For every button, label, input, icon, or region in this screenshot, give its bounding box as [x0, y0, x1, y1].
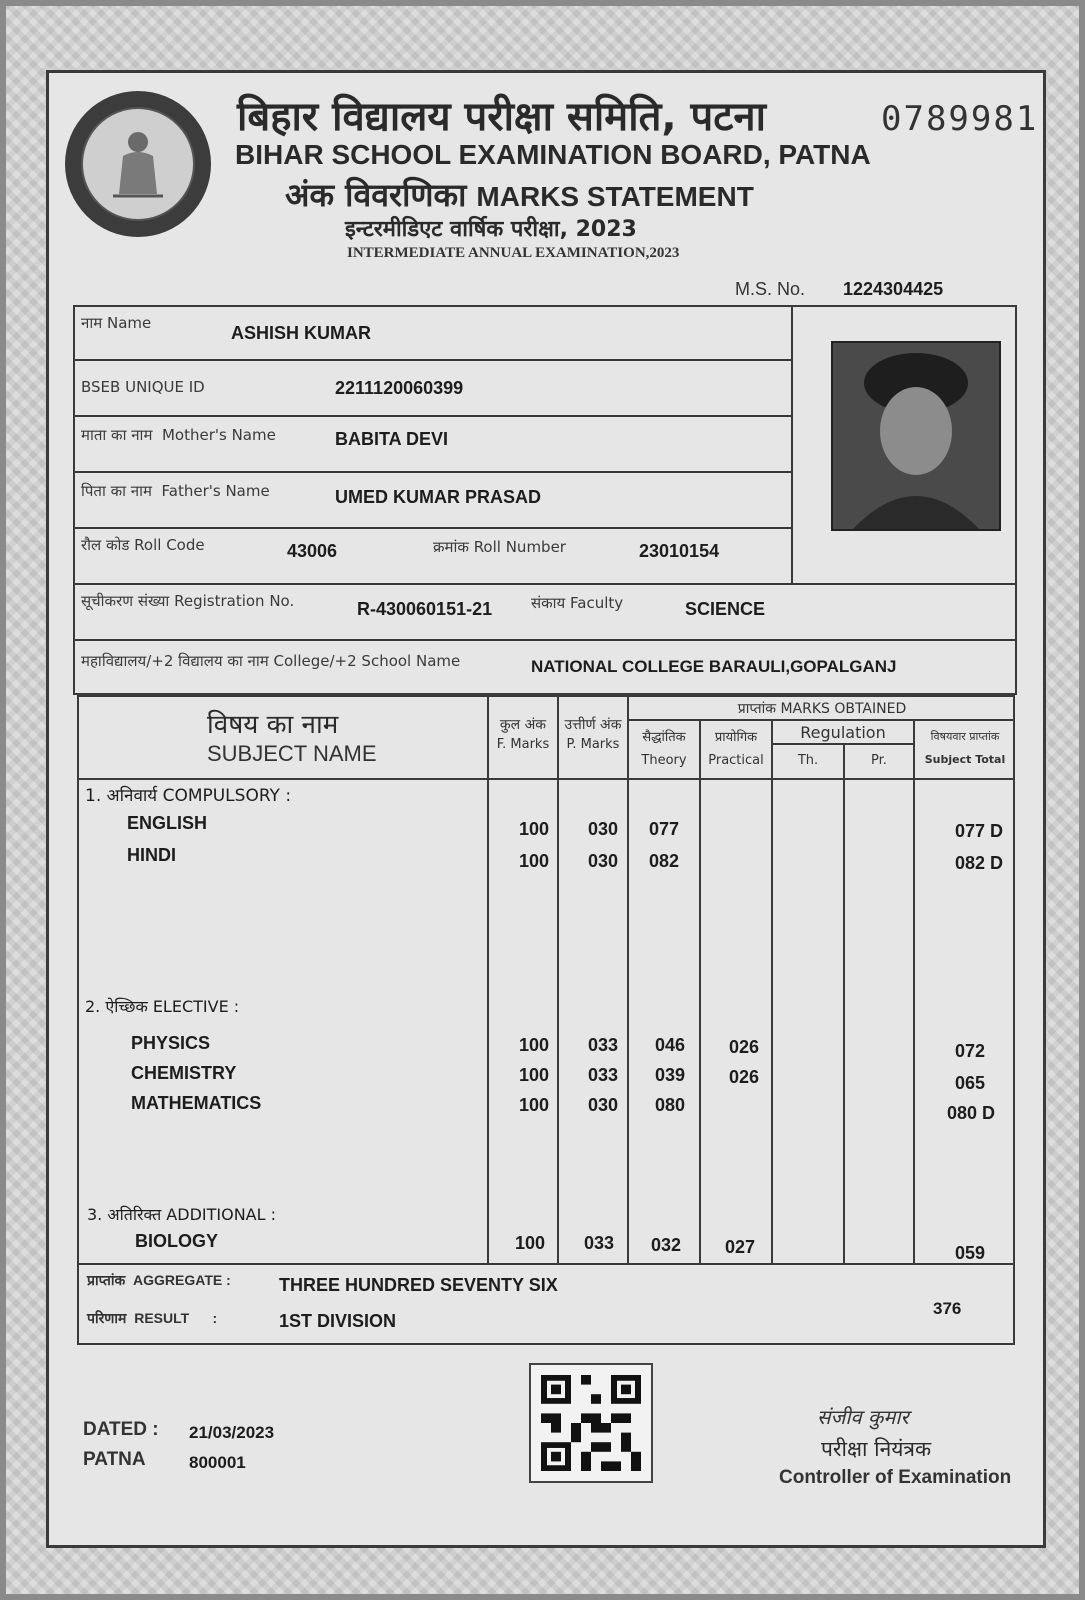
pass-marks: 033	[587, 1035, 619, 1055]
father-label: Father's Name	[161, 482, 270, 500]
subject-total: 077 D	[954, 821, 1003, 841]
fmarks-header-hindi: कुल अंक	[499, 717, 547, 733]
full-marks: 100	[518, 819, 550, 839]
pmarks-header: P. Marks	[566, 737, 620, 752]
issue-date: 21/03/2023	[189, 1423, 275, 1442]
dated-label: DATED :	[83, 1419, 159, 1440]
roll-number-label: Roll Number	[473, 538, 566, 556]
subject-total: 059	[954, 1243, 985, 1263]
result-label: RESULT	[134, 1310, 190, 1326]
faculty-label: Faculty	[570, 594, 624, 612]
unique-id: 2211120060399	[335, 378, 464, 398]
subject-name: CHEMISTRY	[131, 1063, 237, 1083]
practical-marks: 027	[724, 1237, 756, 1257]
theory-marks: 039	[654, 1065, 686, 1085]
issue-place: PATNA	[83, 1449, 146, 1470]
regulation-practical-header: Pr.	[871, 753, 887, 768]
pass-marks: 033	[583, 1233, 615, 1253]
marks-obtained-header: प्राप्तांक MARKS OBTAINED	[737, 701, 907, 717]
fmarks-header: F. Marks	[496, 737, 550, 752]
subject-total-header-hindi: विषयवार प्राप्तांक	[930, 730, 1000, 743]
theory-marks: 032	[650, 1235, 682, 1255]
controller-title-hindi: परीक्षा नियंत्रक	[821, 1437, 932, 1461]
mother-name: BABITA DEVI	[335, 429, 449, 449]
signature: संजीव कुमार	[817, 1405, 909, 1429]
regulation-theory-header: Th.	[797, 753, 819, 768]
seal-emblem-icon	[81, 107, 195, 221]
theory-marks: 046	[654, 1035, 686, 1055]
practical-marks: 026	[728, 1067, 760, 1087]
pin-code: 800001	[189, 1453, 246, 1472]
subject-header: SUBJECT NAME	[207, 741, 377, 766]
student-photo	[831, 341, 1001, 531]
statement-title-english: MARKS STATEMENT	[476, 181, 754, 212]
board-seal	[65, 91, 211, 237]
pass-marks: 030	[587, 851, 619, 871]
roll-code-label-hindi: रौल कोड	[81, 536, 130, 554]
theory-header-hindi: सैद्धांतिक	[642, 730, 686, 745]
certificate-background	[6, 6, 1079, 1594]
roll-number: 23010154	[639, 541, 720, 561]
pass-marks: 030	[587, 1095, 619, 1115]
student-name: ASHISH KUMAR	[231, 323, 372, 343]
result-label-hindi: परिणाम	[87, 1310, 127, 1326]
practical-header: Practical	[708, 753, 764, 768]
theory-header: Theory	[641, 753, 687, 768]
name-label: Name	[106, 314, 152, 332]
result-value: 1ST DIVISION	[279, 1311, 397, 1331]
statement-title	[285, 173, 754, 216]
full-marks: 100	[518, 1065, 550, 1085]
father-label-hindi: पिता का नाम	[81, 482, 152, 500]
section-elective: 2. ऐच्छिक ELECTIVE :	[85, 997, 240, 1016]
theory-marks: 082	[648, 851, 680, 871]
roll-code-label: Roll Code	[134, 536, 205, 554]
qr-code-icon	[541, 1375, 641, 1471]
statement-title-hindi: अंक विवरणिका	[285, 176, 467, 214]
father-name: UMED KUMAR PRASAD	[335, 487, 541, 507]
subject-name: ENGLISH	[127, 813, 208, 833]
aggregate-label-hindi: प्राप्तांक	[87, 1272, 126, 1288]
aggregate-label: AGGREGATE :	[133, 1272, 231, 1288]
practical-header-hindi: प्रायोगिक	[714, 730, 758, 745]
subject-total: 065	[954, 1073, 985, 1093]
marks-statement	[46, 70, 1046, 1548]
full-marks: 100	[518, 1035, 550, 1055]
ms-no-value: 1224304425	[843, 279, 944, 299]
ms-no-label: M.S. No.	[735, 279, 806, 299]
registration-number: R-430060151-21	[357, 599, 493, 619]
college-label: College/+2 School Name	[273, 652, 461, 670]
subject-total-header: Subject Total	[924, 753, 1006, 766]
uid-label: BSEB UNIQUE ID	[81, 378, 205, 396]
regulation-header: Regulation	[800, 723, 886, 742]
college-label-hindi: महाविद्यालय/+2 विद्यालय का नाम	[81, 652, 269, 670]
roll-code: 43006	[287, 541, 338, 561]
subject-name: BIOLOGY	[135, 1231, 219, 1251]
theory-marks: 080	[654, 1095, 686, 1115]
name-label-hindi: नाम	[81, 314, 103, 332]
faculty-label-hindi: संकाय	[531, 594, 566, 612]
faculty: SCIENCE	[685, 599, 766, 619]
board-title-english: BIHAR SCHOOL EXAMINATION BOARD, PATNA	[235, 139, 871, 170]
full-marks: 100	[514, 1233, 546, 1253]
section-compulsory: 1. अनिवार्य COMPULSORY :	[85, 786, 292, 806]
subject-name: PHYSICS	[131, 1033, 211, 1053]
controller-title: Controller of Examination	[779, 1467, 1012, 1488]
qr-code	[529, 1363, 653, 1483]
registration-label-hindi: सूचीकरण संख्या	[81, 592, 170, 610]
subject-name: MATHEMATICS	[131, 1093, 262, 1113]
registration-label: Registration No.	[174, 592, 295, 610]
exam-title-english: INTERMEDIATE ANNUAL EXAMINATION,2023	[347, 245, 680, 261]
subject-header-hindi: विषय का नाम	[207, 710, 339, 740]
subject-total: 080 D	[946, 1103, 995, 1123]
pass-marks: 033	[587, 1065, 619, 1085]
board-title-hindi: बिहार विद्यालय परीक्षा समिति, पटना	[237, 94, 766, 140]
subject-name: HINDI	[127, 845, 176, 865]
mother-label-hindi: माता का नाम	[81, 426, 153, 444]
pass-marks: 030	[587, 819, 619, 839]
practical-marks: 026	[728, 1037, 760, 1057]
full-marks: 100	[518, 1095, 550, 1115]
full-marks: 100	[518, 851, 550, 871]
college-name: NATIONAL COLLEGE BARAULI,GOPALGANJ	[531, 657, 897, 676]
aggregate-words: THREE HUNDRED SEVENTY SIX	[279, 1275, 558, 1295]
subject-total: 082 D	[954, 853, 1003, 873]
theory-marks: 077	[648, 819, 680, 839]
mother-label: Mother's Name	[161, 426, 276, 444]
exam-title-hindi: इन्टरमीडिएट वार्षिक परीक्षा, 2023	[345, 217, 637, 242]
result-colon: :	[212, 1310, 218, 1326]
aggregate-total: 376	[933, 1299, 962, 1318]
section-additional: 3. अतिरिक्त ADDITIONAL :	[87, 1205, 277, 1224]
subject-total: 072	[954, 1041, 985, 1061]
roll-number-label-hindi: क्रमांक	[433, 538, 469, 556]
pmarks-header-hindi: उत्तीर्ण अंक	[564, 717, 622, 733]
serial-number: 0789981	[881, 99, 1039, 139]
